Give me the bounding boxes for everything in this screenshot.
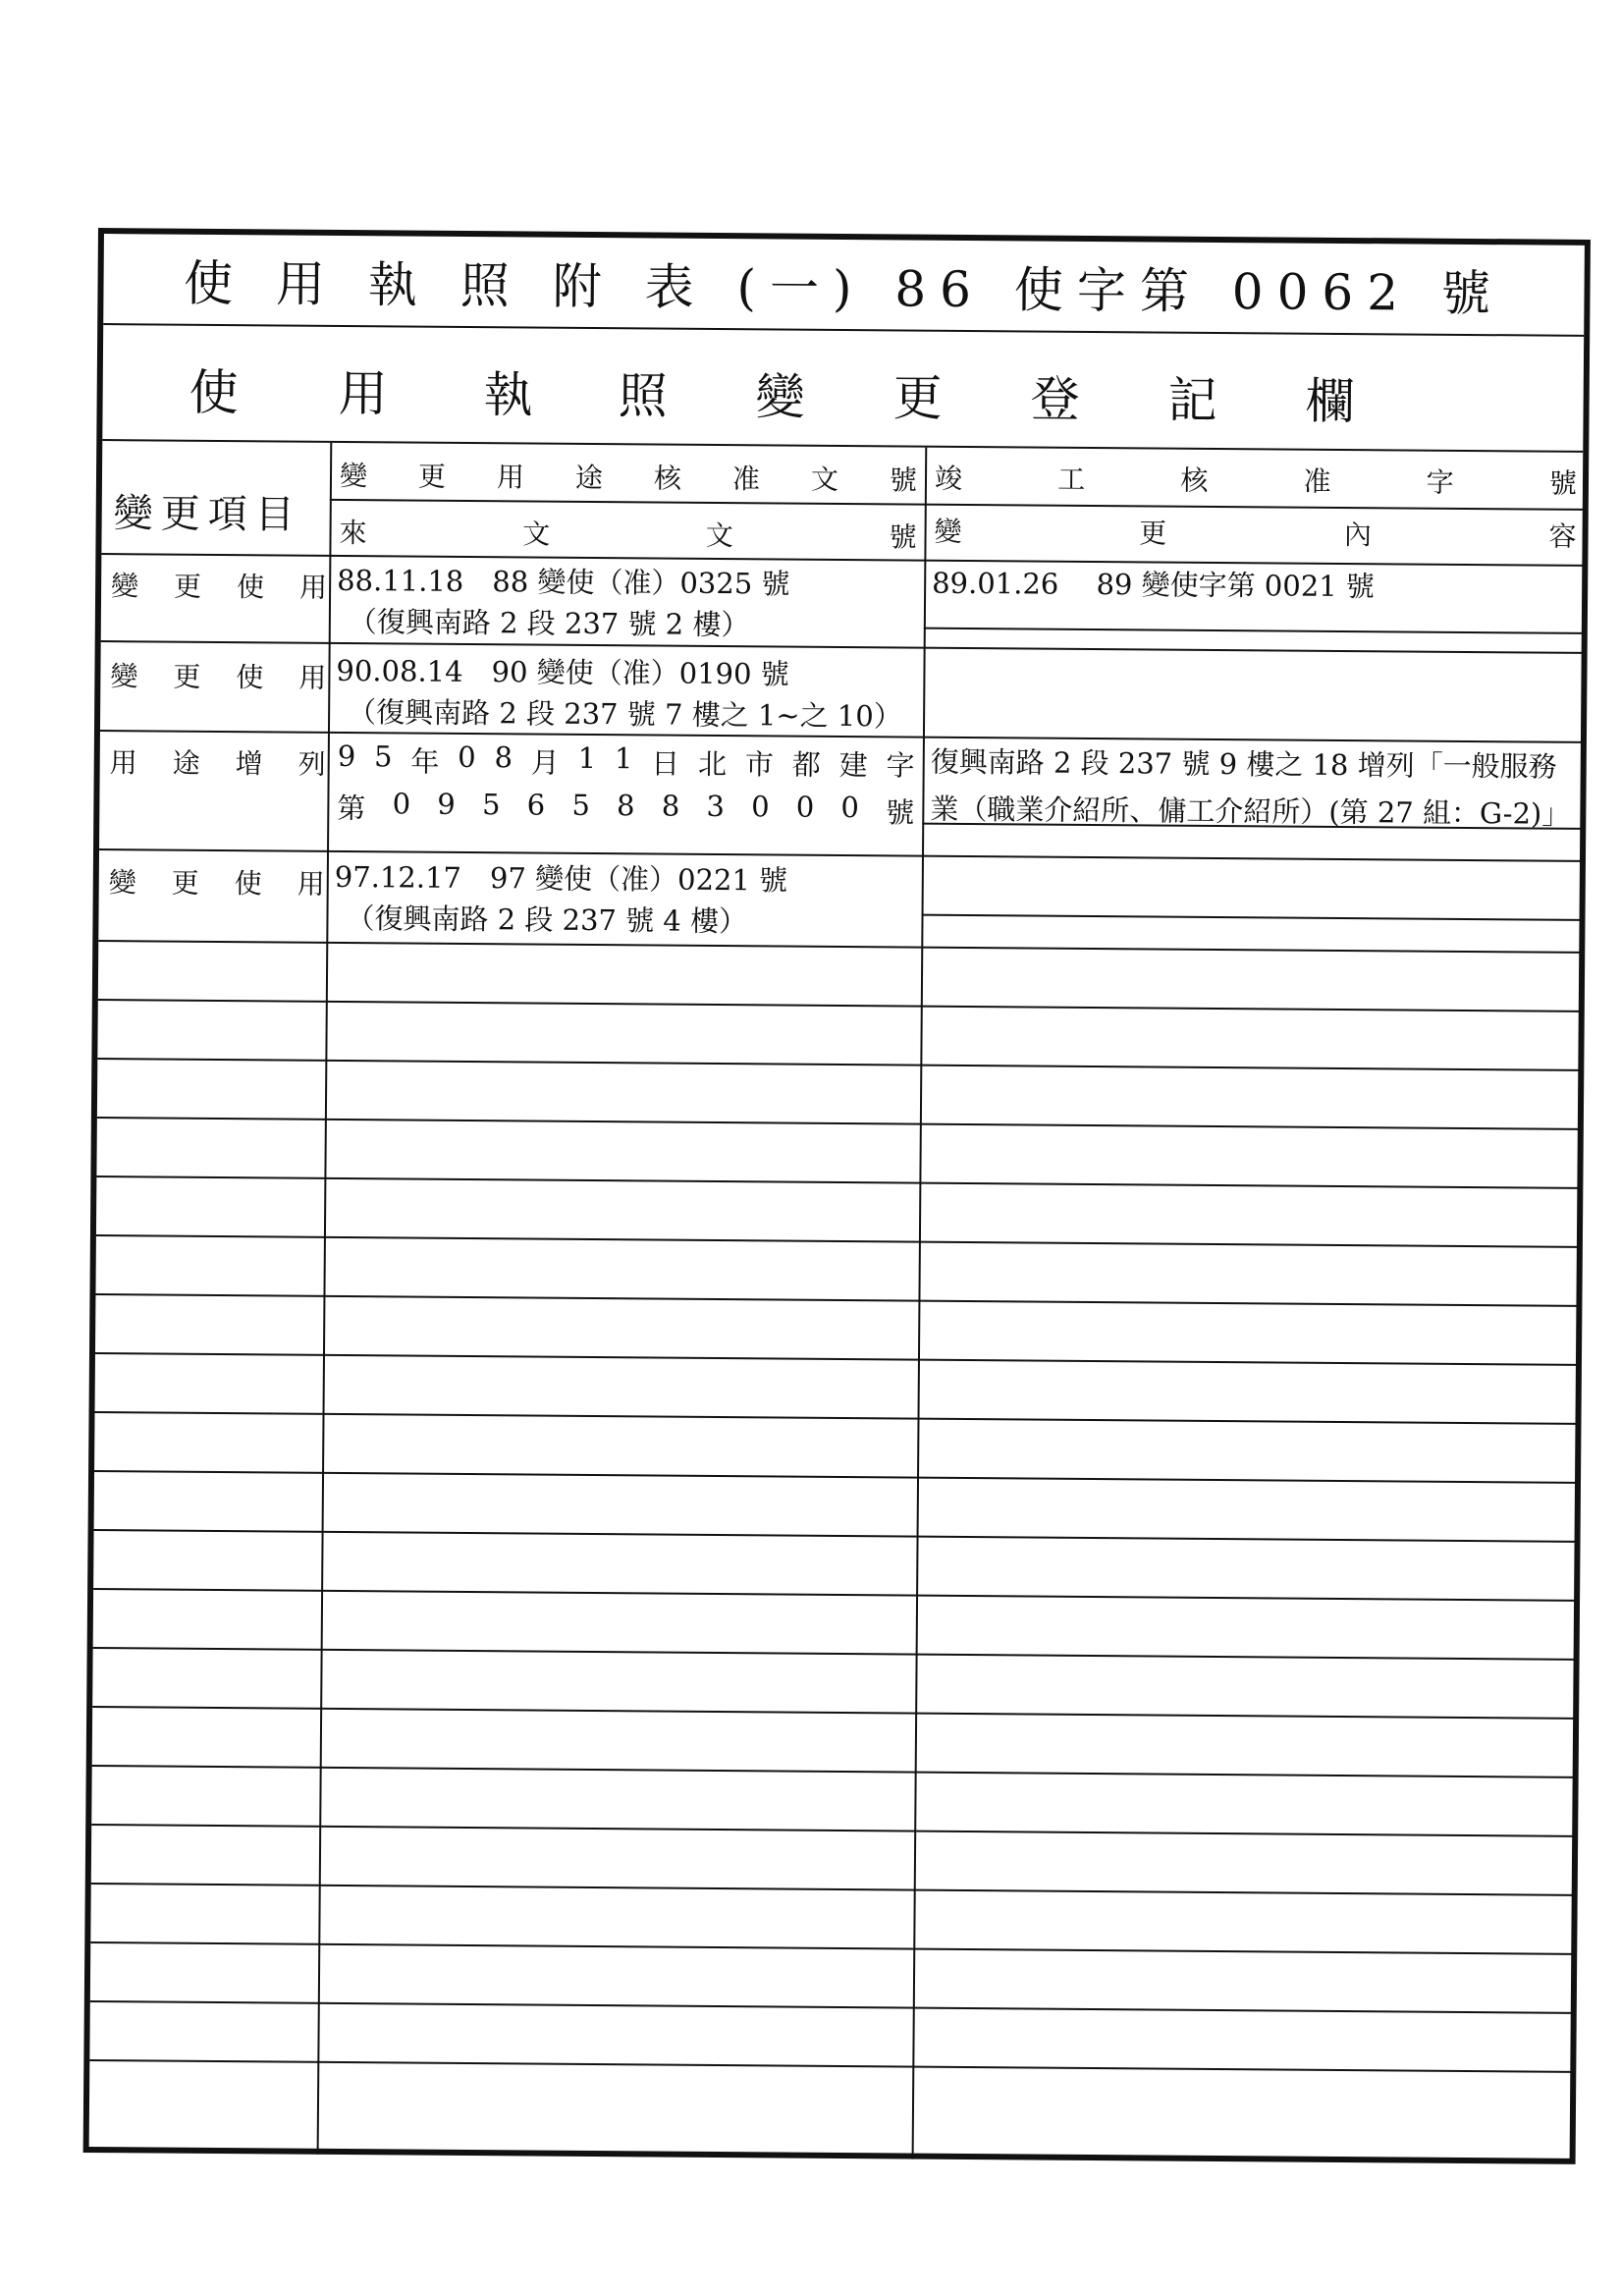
heading-char: 記 [1167, 371, 1217, 429]
header-char: 准 [731, 463, 761, 496]
doc-char: 8 [661, 789, 680, 823]
doc-char: 6 [526, 788, 546, 822]
approval-doc-line [338, 739, 915, 785]
row-divider [90, 1941, 1573, 1955]
item-char: 用 [297, 867, 325, 901]
row-divider [95, 1352, 1578, 1366]
page-title: 使 用 執 照 附 表 (一) 86 使字第 0062 號 [103, 234, 1585, 337]
row-divider [96, 1234, 1579, 1248]
change-item-cell [111, 565, 327, 606]
doc-char: 0 [751, 790, 770, 824]
header-char: 變 [934, 515, 962, 548]
change-item-cell [110, 655, 326, 696]
header-char: 來 [339, 516, 367, 550]
license-attachment-sheet [83, 228, 1591, 2164]
doc-char: 0 [795, 790, 815, 824]
header-char: 容 [1548, 519, 1577, 553]
row-divider [89, 2059, 1572, 2073]
item-char: 使 [236, 661, 264, 694]
row-divider [98, 999, 1581, 1012]
row-divider [96, 1175, 1579, 1189]
item-char: 更 [173, 660, 201, 693]
row-divider [94, 1470, 1577, 1484]
doc-char: 市 [744, 747, 775, 782]
doc-char: 0 [840, 790, 860, 825]
doc-char: 第 [337, 791, 366, 826]
column-divider [317, 443, 333, 2155]
item-char: 途 [172, 746, 200, 780]
header-char: 用 [496, 461, 525, 494]
item-char: 使 [236, 571, 265, 604]
doc-char: 1 [577, 740, 597, 775]
doc-char: 3 [706, 789, 726, 824]
header-char: 工 [1057, 463, 1086, 496]
approval-doc-number-line [337, 787, 914, 832]
row-divider [91, 1824, 1574, 1837]
doc-char: 5 [373, 739, 393, 774]
doc-char: 8 [616, 789, 635, 823]
item-char: 用 [109, 746, 137, 780]
header-char: 竣 [934, 462, 963, 495]
row-divider [91, 1883, 1574, 1896]
item-char: 更 [171, 866, 199, 900]
heading-char: 使 [189, 363, 239, 422]
doc-char: 北 [697, 746, 728, 782]
row-divider [97, 1058, 1580, 1071]
item-char: 用 [298, 571, 328, 604]
address-line: （復興南路 2 段 237 號 2 樓） [348, 605, 750, 642]
header-char: 內 [1343, 518, 1373, 552]
heading-char: 執 [483, 366, 533, 424]
approval-doc-line: 88.11.18 88 變使（准）0325 號 [337, 563, 790, 601]
approval-doc-line: 97.12.17 97 變使（准）0221 號 [334, 859, 788, 898]
change-item-header: 變更項目 [113, 490, 302, 538]
row-divider [97, 1117, 1580, 1130]
header-char: 更 [1139, 517, 1167, 550]
doc-char: 日 [651, 746, 680, 781]
row-divider [95, 1293, 1578, 1307]
doc-char: 8 [494, 740, 513, 775]
row-divider [924, 628, 1584, 634]
heading-char: 更 [892, 369, 943, 427]
item-char: 使 [234, 867, 262, 901]
header-char: 文 [810, 463, 839, 496]
completion-approval-cell: 89.01.26 89 變使字第 0021 號 [932, 566, 1376, 604]
doc-char: 年 [410, 744, 440, 779]
row-divider [95, 1411, 1578, 1425]
approval-doc-line: 90.08.14 90 變使（准）0190 號 [336, 653, 789, 691]
header-char: 途 [574, 461, 604, 495]
header-divider [330, 499, 1585, 511]
change-content-header [934, 511, 1576, 555]
doc-char: 月 [530, 745, 560, 780]
doc-char: 9 [337, 738, 356, 774]
doc-char: 1 [614, 741, 633, 776]
row-divider [922, 914, 1582, 921]
approval-doc-header [340, 455, 917, 499]
doc-char: 0 [392, 787, 411, 821]
row-divider [93, 1647, 1576, 1661]
header-char: 准 [1303, 465, 1331, 498]
address-line: （復興南路 2 段 237 號 7 樓之 1~之 10） [348, 695, 902, 734]
item-char: 列 [297, 747, 326, 781]
address-line: （復興南路 2 段 237 號 4 樓） [346, 902, 748, 939]
heading-char: 用 [338, 364, 388, 423]
item-char: 更 [173, 570, 202, 603]
doc-char: 號 [886, 795, 915, 830]
header-char: 字 [1426, 465, 1454, 499]
incoming-doc-header [339, 512, 916, 556]
item-char: 增 [235, 747, 263, 781]
doc-char: 建 [838, 747, 868, 783]
row-divider [99, 848, 1582, 862]
heading-char: 變 [755, 368, 805, 426]
row-divider [94, 1529, 1577, 1543]
header-char: 更 [417, 460, 447, 493]
header-char: 號 [1548, 466, 1578, 500]
header-char: 核 [653, 462, 682, 495]
heading-char: 欄 [1305, 372, 1355, 431]
doc-char: 5 [571, 788, 590, 822]
heading-char: 登 [1030, 370, 1080, 428]
change-item-cell [110, 741, 326, 783]
section-heading [102, 325, 1584, 453]
row-divider [98, 940, 1581, 954]
item-char: 變 [111, 570, 139, 603]
doc-char: 0 [458, 739, 476, 775]
doc-char: 都 [791, 747, 821, 782]
header-char: 變 [339, 459, 368, 493]
row-divider [93, 1588, 1576, 1602]
change-item-cell [109, 861, 325, 902]
change-content-cell: 復興南路 2 段 237 號 9 樓之 18 增列「一般服務業（職業介紹所、傭工介紹所）(第 27 組：G-2)」 [930, 744, 1571, 831]
row-divider [92, 1765, 1575, 1778]
row-divider [90, 2000, 1573, 2014]
column-divider [912, 448, 928, 2159]
row-divider [101, 640, 1584, 654]
item-char: 變 [110, 660, 138, 693]
doc-char: 字 [886, 748, 915, 783]
header-char: 號 [889, 520, 917, 554]
header-char: 核 [1180, 464, 1209, 497]
header-char: 號 [889, 464, 918, 497]
change-registration-table [89, 441, 1584, 2164]
heading-char: 照 [618, 367, 668, 425]
item-char: 用 [298, 661, 327, 694]
header-char: 文 [522, 518, 551, 551]
item-char: 變 [108, 866, 136, 900]
row-divider [92, 1706, 1575, 1720]
header-char: 文 [705, 519, 734, 553]
doc-char: 5 [481, 788, 501, 822]
completion-approval-header [935, 458, 1577, 502]
doc-char: 9 [437, 787, 456, 821]
